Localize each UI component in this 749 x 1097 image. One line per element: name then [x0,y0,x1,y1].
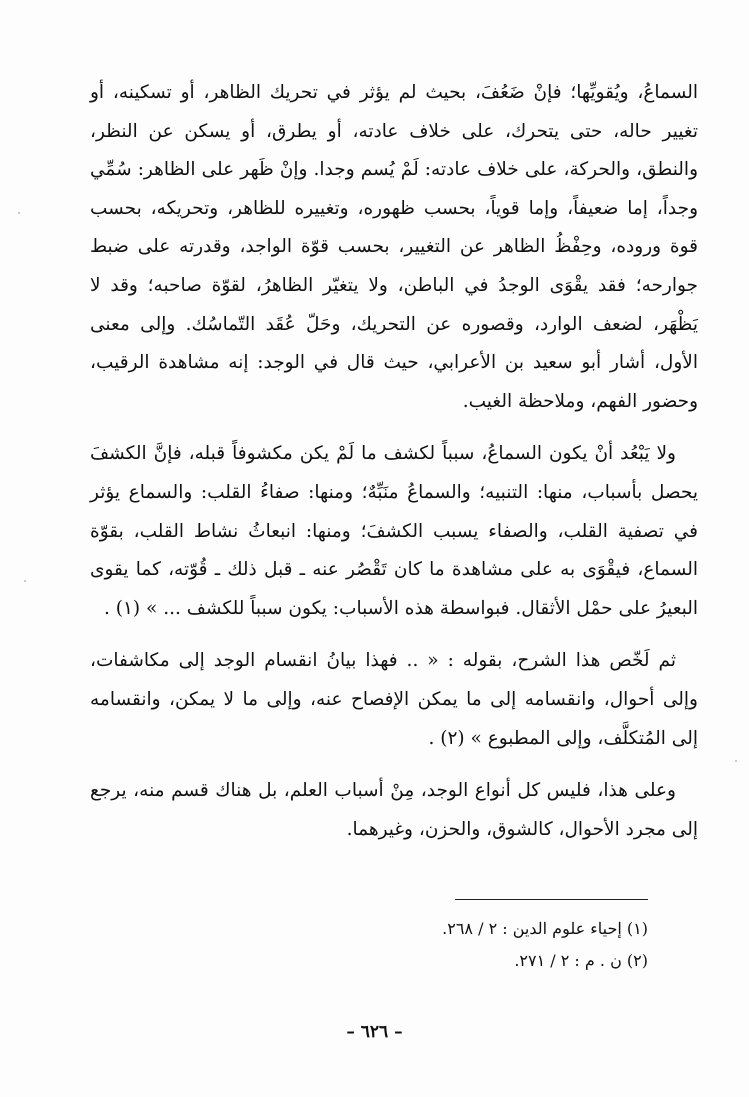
scan-speck [735,760,737,762]
scan-speck [24,580,26,582]
footnote-2: (٢) ن . م : ٢ / ٢٧١. [514,951,648,970]
footnote-separator [455,899,648,900]
scan-speck [18,212,20,214]
footnote-1: (١) إحياء علوم الدين : ٢ / ٢٦٨. [442,919,648,938]
paragraph-3: ثم لَخّص هذا الشرح، بقوله : « .. فهذا بيانُ انقسام الوجد إلى مكاشفات، وإلى أحوال، وانقسامه إلى ما يمكن الإفصاح عنه، وإلى ما لا يمكن، وانقسامه إلى المُتكلَّف، وإلى المطبوع » (٢) . [90,650,698,749]
paragraph-2: ولا يَبْعُد أنْ يكون السماعُ، سبباً لكشف ما لَمْ يكن مكشوفاً قبله، فإنَّ الكشفَ يحصل بأسباب، منها: التنبيه؛ والسماعُ منَبِّهٌ؛ ومنها: صفاءُ القلب: والسماع يؤثر في تصفية القلب، والصفاء يسبب الكشفَ؛ ومنها: انبعاثُ نشاط القلب، بقوّة السماع، فيقْوَى به على مشاهدة ما كان تَقْصُر عنه ـ قبل ذلك ـ قُوّته، كما يقوى البعيرُ على حمْل الأثقال. فبواسطة هذه الأسباب: يكون سبباً للكشف ... » (١) . [90,443,698,619]
paragraph-4: وعلى هذا، فليس كل أنواع الوجد، مِنْ أسباب العلم، بل هناك قسم منه، يرجع إلى مجرد الأحوال، كالشوق، والحزن، وغيرهما. [90,780,698,840]
footnotes [300,913,648,977]
main-text [90,74,698,863]
paragraph-1: السماعُ، ويُقويِّها؛ فإنْ ضَعُفَ، بحيث لم يؤثر في تحريك الظاهر، أو تسكينه، أو تغيير حاله، حتى يتحرك، على خلاف عادته، أو يطرق، أو يسكن عن النظر، والنطق، والحركة، على خلاف عادته: لَمْ يُسم وجدا. وإنْ ظَهر على الظاهر: سُمِّي وجداً، إما ضعيفاً، وإما قوياً، بحسب ظهوره، وتغييره للظاهر، وتحريكه، بحسب قوة وروده، وحِفْظُ الظاهر عن التغيير، بحسب قوّة الواجد، وقدرته على ضبط جوارحه؛ فقد يقْوَى الوجدُ في الباطن، ولا يتغيّر الظاهرُ، لقوّة صاحبه؛ وقد لا يَظْهَر، لضعف الوارد، وقصوره عن التحريك، وحَلّ عُقَد التّماسُك. وإلى معنى الأول، أشار أبو سعيد بن الأعرابي، حيث قال في الوجد: إنه مشاهدة الرقيب، وحضور الفهم، وملاحظة الغيب. [90,82,698,412]
page-number: – ٦٢٦ – [346,1022,403,1042]
